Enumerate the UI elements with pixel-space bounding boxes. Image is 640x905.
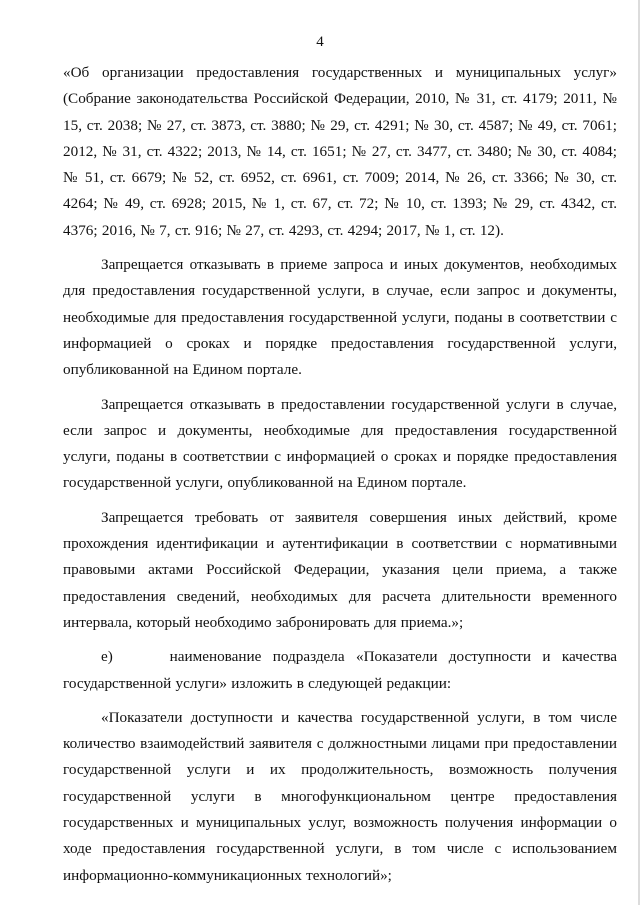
paragraph-refusal-acceptance: Запрещается отказывать в приеме запроса и иных документов, необходимых для предоставления государственной услуги, в случае, если запрос и документы, необходимые для предоставления государственной услуги, поданы в соответствии с информацией о сроках и порядке предоставления государственной услуги, опубликованной на Едином портале. — [63, 256, 617, 379]
paragraph-citation: «Об организации предоставления государственных и муниципальных услуг» (Собрание законодательства Российской Федерации, 2010, № 31, ст. 4179; 2011, № 15, ст. 2038; № 27, ст. 3873, ст. 3880; № 29, ст. 4291; № 30, ст. 4587; № 49, ст. 7061; 2012, № 31, ст. 4322; 2013, № 14, ст. 1651; № 27, ст. 3477, ст. 3480; № 30, ст. 4084; № 51, ст. 6679; № 52, ст. 6952, ст. 6961, ст. 7009; 2014, № 26, ст. 3366; № 30, ст. 4264; № 49, ст. 6928; 2015, № 1, ст. 67, ст. 72; № 10, ст. 1393; № 29, ст. 4342, ст. 4376; 2016, № 7, ст. 916; № 27, ст. 4293, ст. 4294; 2017, № 1, ст. 12). — [63, 64, 617, 239]
paragraph-amendment-e: е) наименование подраздела «Показатели доступности и качества государственной услуги» изложить в следующей редакции: — [63, 648, 622, 692]
paragraph-prohibited-requirements: Запрещается требовать от заявителя совершения иных действий, кроме прохождения идентификации и аутентификации в соответствии с нормативными правовыми актами Российской Федерации, указания цели приема, а также предоставления сведений, необходимых для расчета длительности временного интервала, который необходимо забронировать для приема.»; — [63, 508, 617, 631]
paragraph-accessibility-indicators: «Показатели доступности и качества государственной услуги, в том числе количество взаимодействий заявителя с должностными лицами при предоставлении государственной услуги и их продолжительность, возможность получения государственной услуги в многофункциональном центре предоставления государственных и муниципальных услуг, возможность получения информации о ходе предоставления государственной услуги, в том числе с использованием информационно-коммуникационных технологий»; — [63, 708, 617, 884]
document-body — [63, 60, 622, 889]
page-number: 4 — [316, 34, 324, 50]
paragraph-refusal-provision: Запрещается отказывать в предоставлении государственной услуги в случае, если запрос и документы, необходимые для предоставления государственной услуги, поданы в соответствии с информацией о сроках и порядке предоставления государственной услуги, опубликованной на Едином портале. — [63, 395, 617, 492]
